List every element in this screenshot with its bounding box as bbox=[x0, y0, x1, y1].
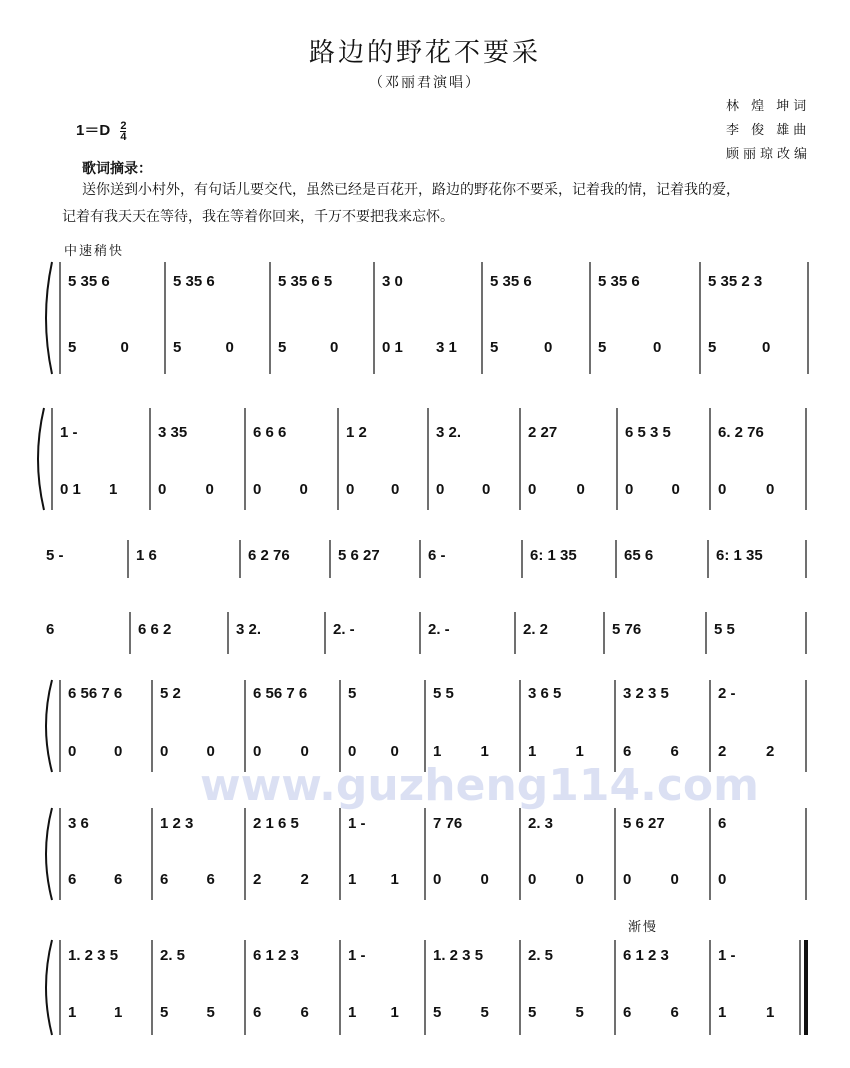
lower-measure-notes: 0 bbox=[433, 871, 442, 888]
lower-measure-notes: 0 bbox=[653, 339, 662, 356]
lower-measure-notes: 0 bbox=[160, 743, 169, 760]
lower-measure-notes: 6 bbox=[670, 743, 679, 760]
upper-measure-notes: 5 35 6 bbox=[173, 273, 215, 290]
single-line-notes: 2. - bbox=[428, 621, 450, 638]
lower-measure-notes: 1 bbox=[575, 743, 584, 760]
upper-measure-notes: 5 2 bbox=[160, 685, 181, 702]
lyricist-credit: 林 煌 坤词 bbox=[726, 99, 811, 114]
lower-measure-notes: 0 bbox=[670, 871, 679, 888]
watermark-text: www.guzheng114.com bbox=[200, 760, 759, 811]
lower-measure-notes: 0 bbox=[528, 871, 537, 888]
lower-measure-notes: 0 bbox=[436, 481, 445, 498]
lower-measure-notes: 0 bbox=[114, 743, 123, 760]
lower-measure-notes: 5 bbox=[528, 1004, 537, 1021]
lower-measure-notes: 2 bbox=[766, 743, 775, 760]
lower-measure-notes: 1 bbox=[348, 1004, 357, 1021]
lower-measure-notes: 0 bbox=[482, 481, 491, 498]
lower-measure-notes: 5 bbox=[68, 339, 77, 356]
single-line-notes: 6: 1 35 bbox=[530, 547, 577, 564]
upper-measure-notes: 5 35 2 3 bbox=[708, 273, 763, 290]
upper-measure-notes: 2 27 bbox=[528, 424, 558, 441]
lower-measure-notes: 5 bbox=[278, 339, 287, 356]
upper-measure-notes: 3 2. bbox=[436, 424, 462, 441]
upper-measure-notes: 3 2 3 5 bbox=[623, 685, 669, 702]
upper-measure-notes: 3 6 bbox=[68, 815, 89, 832]
lower-measure-notes: 1 bbox=[528, 743, 537, 760]
single-line-notes: 6: 1 35 bbox=[716, 547, 763, 564]
upper-measure-notes: 1 - bbox=[60, 424, 78, 441]
arranger-credit: 顾丽琼改编 bbox=[726, 147, 812, 162]
upper-measure-notes: 1 2 3 bbox=[160, 815, 194, 832]
upper-measure-notes: 6 1 2 3 bbox=[623, 947, 669, 964]
lower-measure-notes: 1 bbox=[390, 1004, 399, 1021]
lower-measure-notes: 0 bbox=[300, 743, 309, 760]
lyrics-heading: 歌词摘录： bbox=[82, 161, 152, 177]
lower-measure-notes: 0 bbox=[544, 339, 553, 356]
lower-measure-notes: 5 bbox=[206, 1004, 215, 1021]
upper-measure-notes: 6 bbox=[718, 815, 727, 832]
upper-measure-notes: 6 6 6 bbox=[253, 424, 287, 441]
lower-measure-notes: 0 bbox=[766, 481, 775, 498]
lower-measure-notes: 0 bbox=[718, 871, 727, 888]
lower-measure-notes: 0 bbox=[253, 743, 262, 760]
upper-measure-notes: 6 5 3 5 bbox=[625, 424, 671, 441]
upper-measure-notes: 3 0 bbox=[382, 273, 403, 290]
system-brace bbox=[46, 940, 52, 1035]
tempo-mark-start: 中速稍快 bbox=[64, 244, 125, 259]
lower-measure-notes: 0 bbox=[348, 743, 357, 760]
lower-measure-notes: 1 bbox=[390, 871, 399, 888]
upper-measure-notes: 1 - bbox=[348, 815, 366, 832]
lower-measure-notes: 1 bbox=[480, 743, 489, 760]
upper-measure-notes: 5 5 bbox=[433, 685, 454, 702]
lower-measure-notes: 0 1 bbox=[60, 481, 81, 498]
upper-measure-notes: 5 6 27 bbox=[623, 815, 665, 832]
upper-measure-notes: 1. 2 3 5 bbox=[68, 947, 119, 964]
single-line-notes: 6 bbox=[46, 621, 55, 638]
composer-credit: 李 俊 雄曲 bbox=[726, 123, 811, 138]
time-numerator: 2 bbox=[120, 119, 127, 132]
lower-measure-notes: 1 bbox=[433, 743, 442, 760]
score-subtitle: （邓丽君演唱） bbox=[369, 75, 481, 91]
lower-measure-notes: 0 bbox=[120, 339, 129, 356]
single-line-notes: 5 - bbox=[46, 547, 64, 564]
lower-measure-notes: 0 bbox=[625, 481, 634, 498]
lower-measure-notes: 1 bbox=[718, 1004, 727, 1021]
upper-measure-notes: 6 1 2 3 bbox=[253, 947, 299, 964]
lower-measure-notes: 0 bbox=[718, 481, 727, 498]
lower-measure-notes: 1 bbox=[109, 481, 118, 498]
lower-measure-notes: 6 bbox=[623, 743, 632, 760]
lower-measure-notes: 2 bbox=[718, 743, 727, 760]
upper-measure-notes: 3 35 bbox=[158, 424, 188, 441]
lower-measure-notes: 5 bbox=[433, 1004, 442, 1021]
upper-measure-notes: 5 bbox=[348, 685, 357, 702]
tempo-mark-ritard: 渐慢 bbox=[628, 920, 659, 935]
lower-measure-notes: 5 bbox=[490, 339, 499, 356]
upper-measure-notes: 6. 2 76 bbox=[718, 424, 764, 441]
upper-measure-notes: 1. 2 3 5 bbox=[433, 947, 484, 964]
lower-measure-notes: 0 bbox=[158, 481, 167, 498]
lower-measure-notes: 0 bbox=[575, 871, 584, 888]
lower-measure-notes: 0 bbox=[576, 481, 585, 498]
lower-measure-notes: 0 bbox=[330, 339, 339, 356]
lower-measure-notes: 5 bbox=[173, 339, 182, 356]
upper-measure-notes: 5 35 6 bbox=[490, 273, 532, 290]
lower-measure-notes: 0 bbox=[299, 481, 308, 498]
single-line-notes: 5 6 27 bbox=[338, 547, 380, 564]
lower-measure-notes: 0 bbox=[762, 339, 771, 356]
score-title: 路边的野花不要采 bbox=[308, 38, 541, 68]
single-line-notes: 65 6 bbox=[624, 547, 654, 564]
lower-measure-notes: 6 bbox=[68, 871, 77, 888]
lower-measure-notes: 0 bbox=[346, 481, 355, 498]
upper-measure-notes: 5 35 6 bbox=[598, 273, 640, 290]
lower-measure-notes: 6 bbox=[114, 871, 123, 888]
lower-measure-notes: 1 bbox=[348, 871, 357, 888]
lower-measure-notes: 5 bbox=[598, 339, 607, 356]
lower-measure-notes: 5 bbox=[575, 1004, 584, 1021]
upper-measure-notes: 5 35 6 bbox=[68, 273, 110, 290]
lower-measure-notes: 3 1 bbox=[436, 339, 457, 356]
time-denominator: 4 bbox=[120, 130, 127, 143]
lower-measure-notes: 1 bbox=[766, 1004, 775, 1021]
upper-measure-notes: 1 - bbox=[718, 947, 736, 964]
lower-measure-notes: 0 bbox=[253, 481, 262, 498]
upper-measure-notes: 2 1 6 5 bbox=[253, 815, 299, 832]
lower-measure-notes: 5 bbox=[160, 1004, 169, 1021]
lower-measure-notes: 0 bbox=[205, 481, 214, 498]
lower-measure-notes: 2 bbox=[253, 871, 262, 888]
lower-measure-notes: 6 bbox=[623, 1004, 632, 1021]
upper-measure-notes: 1 2 bbox=[346, 424, 367, 441]
upper-measure-notes: 2. 5 bbox=[528, 947, 554, 964]
single-line-notes: 6 6 2 bbox=[138, 621, 172, 638]
lower-measure-notes: 5 bbox=[708, 339, 717, 356]
upper-measure-notes: 5 35 6 5 bbox=[278, 273, 333, 290]
lower-measure-notes: 6 bbox=[670, 1004, 679, 1021]
upper-measure-notes: 3 6 5 bbox=[528, 685, 562, 702]
upper-measure-notes: 1 - bbox=[348, 947, 366, 964]
lower-measure-notes: 6 bbox=[300, 1004, 309, 1021]
upper-measure-notes: 2. 3 bbox=[528, 815, 554, 832]
lower-measure-notes: 0 bbox=[390, 743, 399, 760]
lower-measure-notes: 0 bbox=[68, 743, 77, 760]
lower-measure-notes: 0 1 bbox=[382, 339, 403, 356]
lower-measure-notes: 0 bbox=[623, 871, 632, 888]
lyrics-line-1: 送你送到小村外，有句话儿要交代，虽然已经是百花开，路边的野花你不要采，记着我的情，记着我的爱， bbox=[82, 182, 740, 198]
upper-measure-notes: 6 56 7 6 bbox=[68, 685, 123, 702]
key-label: 1＝D bbox=[76, 122, 111, 139]
single-line-notes: 2. 2 bbox=[523, 621, 549, 638]
single-line-notes: 6 2 76 bbox=[248, 547, 290, 564]
upper-measure-notes: 7 76 bbox=[433, 815, 463, 832]
lower-measure-notes: 0 bbox=[528, 481, 537, 498]
lower-measure-notes: 6 bbox=[160, 871, 169, 888]
lower-measure-notes: 2 bbox=[300, 871, 309, 888]
lower-measure-notes: 6 bbox=[253, 1004, 262, 1021]
single-line-notes: 6 - bbox=[428, 547, 446, 564]
lower-measure-notes: 0 bbox=[480, 871, 489, 888]
single-line-notes: 5 76 bbox=[612, 621, 642, 638]
single-line-notes: 1 6 bbox=[136, 547, 157, 564]
lower-measure-notes: 5 bbox=[480, 1004, 489, 1021]
upper-measure-notes: 2. 5 bbox=[160, 947, 186, 964]
upper-measure-notes: 2 - bbox=[718, 685, 736, 702]
upper-measure-notes: 6 56 7 6 bbox=[253, 685, 308, 702]
lower-measure-notes: 0 bbox=[671, 481, 680, 498]
lower-measure-notes: 0 bbox=[225, 339, 234, 356]
lower-measure-notes: 0 bbox=[206, 743, 215, 760]
lower-measure-notes: 1 bbox=[68, 1004, 77, 1021]
system-brace bbox=[46, 808, 52, 900]
lyrics-line-2: 记着有我天天在等待，我在等着你回来，千万不要把我来忘怀。 bbox=[62, 209, 454, 225]
single-line-notes: 3 2. bbox=[236, 621, 262, 638]
single-line-notes: 5 5 bbox=[714, 621, 735, 638]
lower-measure-notes: 1 bbox=[114, 1004, 123, 1021]
system-brace bbox=[38, 408, 44, 510]
system-brace bbox=[46, 680, 52, 772]
single-line-notes: 2. - bbox=[333, 621, 355, 638]
lower-measure-notes: 0 bbox=[391, 481, 400, 498]
system-brace bbox=[46, 262, 52, 374]
lower-measure-notes: 6 bbox=[206, 871, 215, 888]
